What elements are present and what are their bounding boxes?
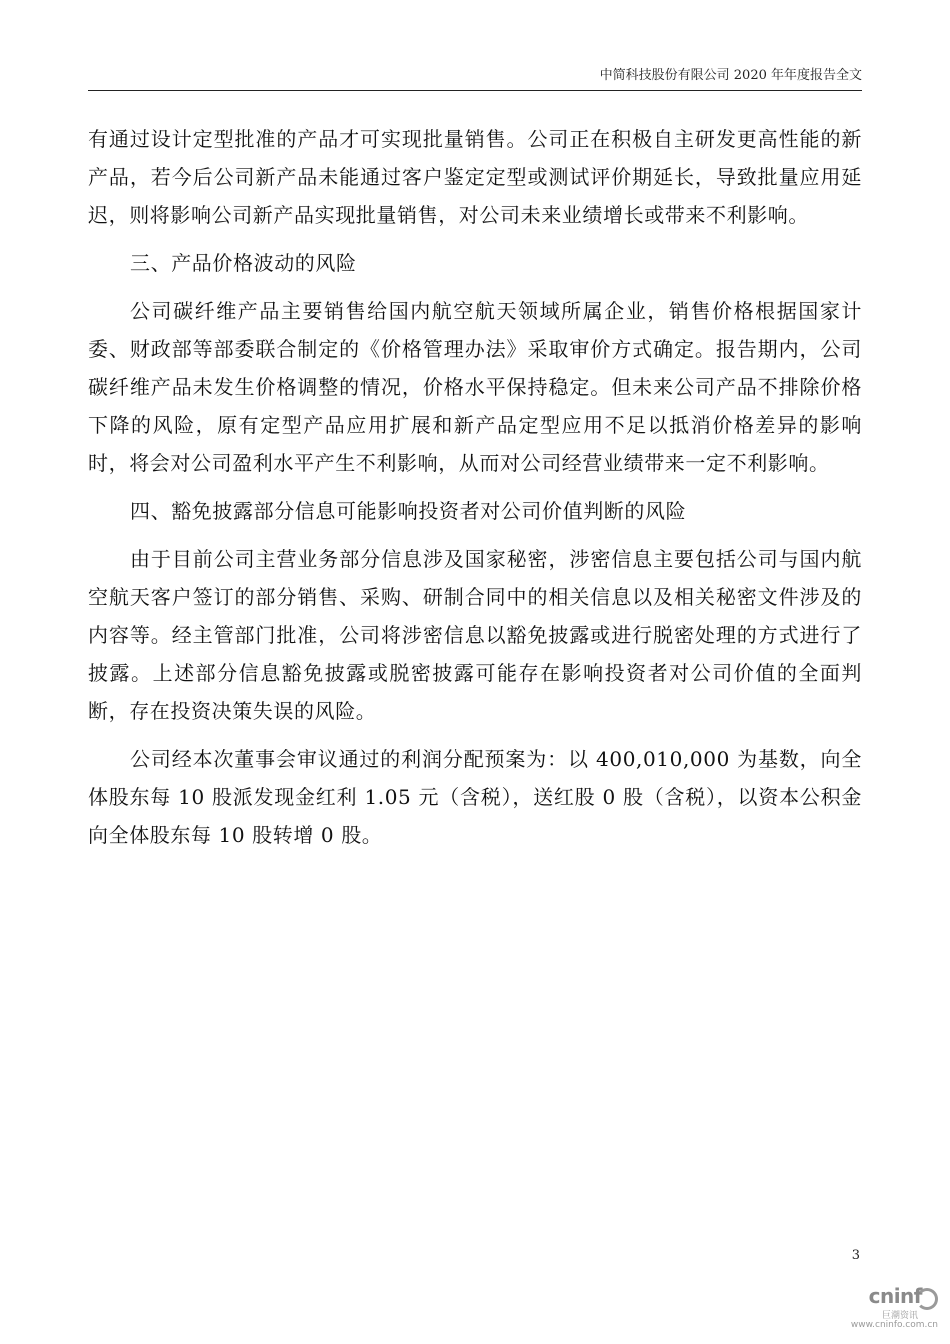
swirl-icon	[916, 1288, 938, 1310]
logo-wordmark: cninf	[868, 1284, 922, 1308]
section-heading-price-risk: 三、产品价格波动的风险	[130, 251, 357, 275]
page-header	[88, 66, 862, 91]
logo-subtitle: 巨潮资讯	[881, 1311, 918, 1321]
paragraph-profit-distribution: 公司经本次董事会审议通过的利润分配预案为：以 400,010,000 为基数，向全体股东每 10 股派发现金红利 1.05 元（含税），送红股 0 股（含税），以资本公积金向全体股东每 10 股转增 0 股。	[88, 747, 862, 847]
page-number: 3	[851, 1248, 860, 1263]
section-heading-disclosure-risk: 四、豁免披露部分信息可能影响投资者对公司价值判断的风险	[130, 499, 687, 523]
cninfo-logo	[830, 1284, 938, 1336]
document-body	[88, 120, 862, 864]
header-title: 中简科技股份有限公司 2020 年年度报告全文	[599, 68, 862, 83]
paragraph-continuation: 有通过设计定型批准的产品才可实现批量销售。公司正在积极自主研发更高性能的新产品，若今后公司新产品未能通过客户鉴定定型或测试评价期延长，导致批量应用延迟，则将影响公司新产品实现批量销售，对公司未来业绩增长或带来不利影响。	[88, 127, 862, 227]
paragraph-disclosure-risk: 由于目前公司主营业务部分信息涉及国家秘密，涉密信息主要包括公司与国内航空航天客户签订的部分销售、采购、研制合同中的相关信息以及相关秘密文件涉及的内容等。经主管部门批准，公司将涉密信息以豁免披露或进行脱密处理的方式进行了披露。上述部分信息豁免披露或脱密披露可能存在影响投资者对公司价值的全面判断，存在投资决策失误的风险。	[88, 547, 862, 723]
paragraph-price-risk: 公司碳纤维产品主要销售给国内航空航天领域所属企业，销售价格根据国家计委、财政部等部委联合制定的《价格管理办法》采取审价方式确定。报告期内，公司碳纤维产品未发生价格调整的情况，价格水平保持稳定。但未来公司产品不排除价格下降的风险，原有定型产品应用扩展和新产品定型应用不足以抵消价格差异的影响时，将会对公司盈利水平产生不利影响，从而对公司经营业绩带来一定不利影响。	[88, 299, 862, 475]
logo-url: www.cninfo.com.cn	[850, 1320, 938, 1330]
